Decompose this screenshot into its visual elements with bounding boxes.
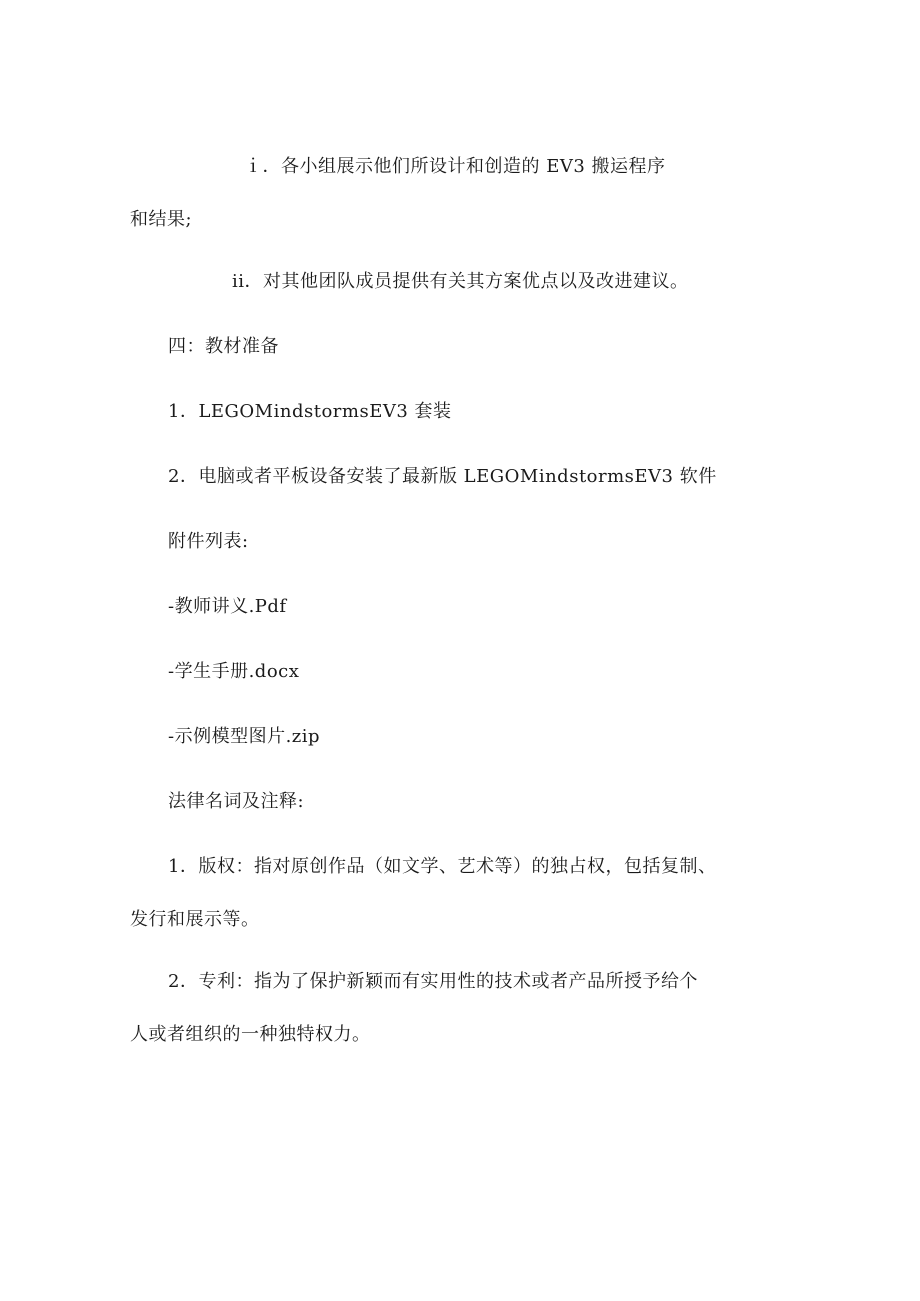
legal-term-copyright-line-2: 发行和展示等。 bbox=[130, 909, 260, 930]
material-item-2: 2．电脑或者平板设备安装了最新版 LEGOMindstormsEV3 软件 bbox=[168, 466, 717, 487]
legal-terms-title: 法律名词及注释: bbox=[168, 791, 305, 812]
activity-item-ii: ii．对其他团队成员提供有关其方案优点以及改进建议。 bbox=[232, 271, 689, 292]
legal-term-patent-line-1: 2．专利：指为了保护新颖而有实用性的技术或者产品所授予给个 bbox=[168, 971, 698, 992]
activity-item-i-line-1: ｉ．各小组展示他们所设计和创造的 EV3 搬运程序 bbox=[244, 156, 666, 177]
material-item-1: 1．LEGOMindstormsEV3 套装 bbox=[168, 401, 452, 422]
attachments-title: 附件列表: bbox=[168, 531, 249, 552]
section-heading-materials: 四：教材准备 bbox=[168, 336, 279, 357]
legal-term-copyright-line-1: 1．版权：指对原创作品（如文学、艺术等）的独占权，包括复制、 bbox=[168, 856, 717, 877]
attachment-item-student-manual: -学生手册.docx bbox=[168, 661, 300, 682]
attachment-item-model-images: -示例模型图片.zip bbox=[168, 726, 321, 747]
activity-item-i-line-2: 和结果; bbox=[130, 209, 193, 230]
attachment-item-teacher-handout: -教师讲义.Pdf bbox=[168, 596, 287, 617]
legal-term-patent-line-2: 人或者组织的一种独特权力。 bbox=[130, 1024, 371, 1045]
